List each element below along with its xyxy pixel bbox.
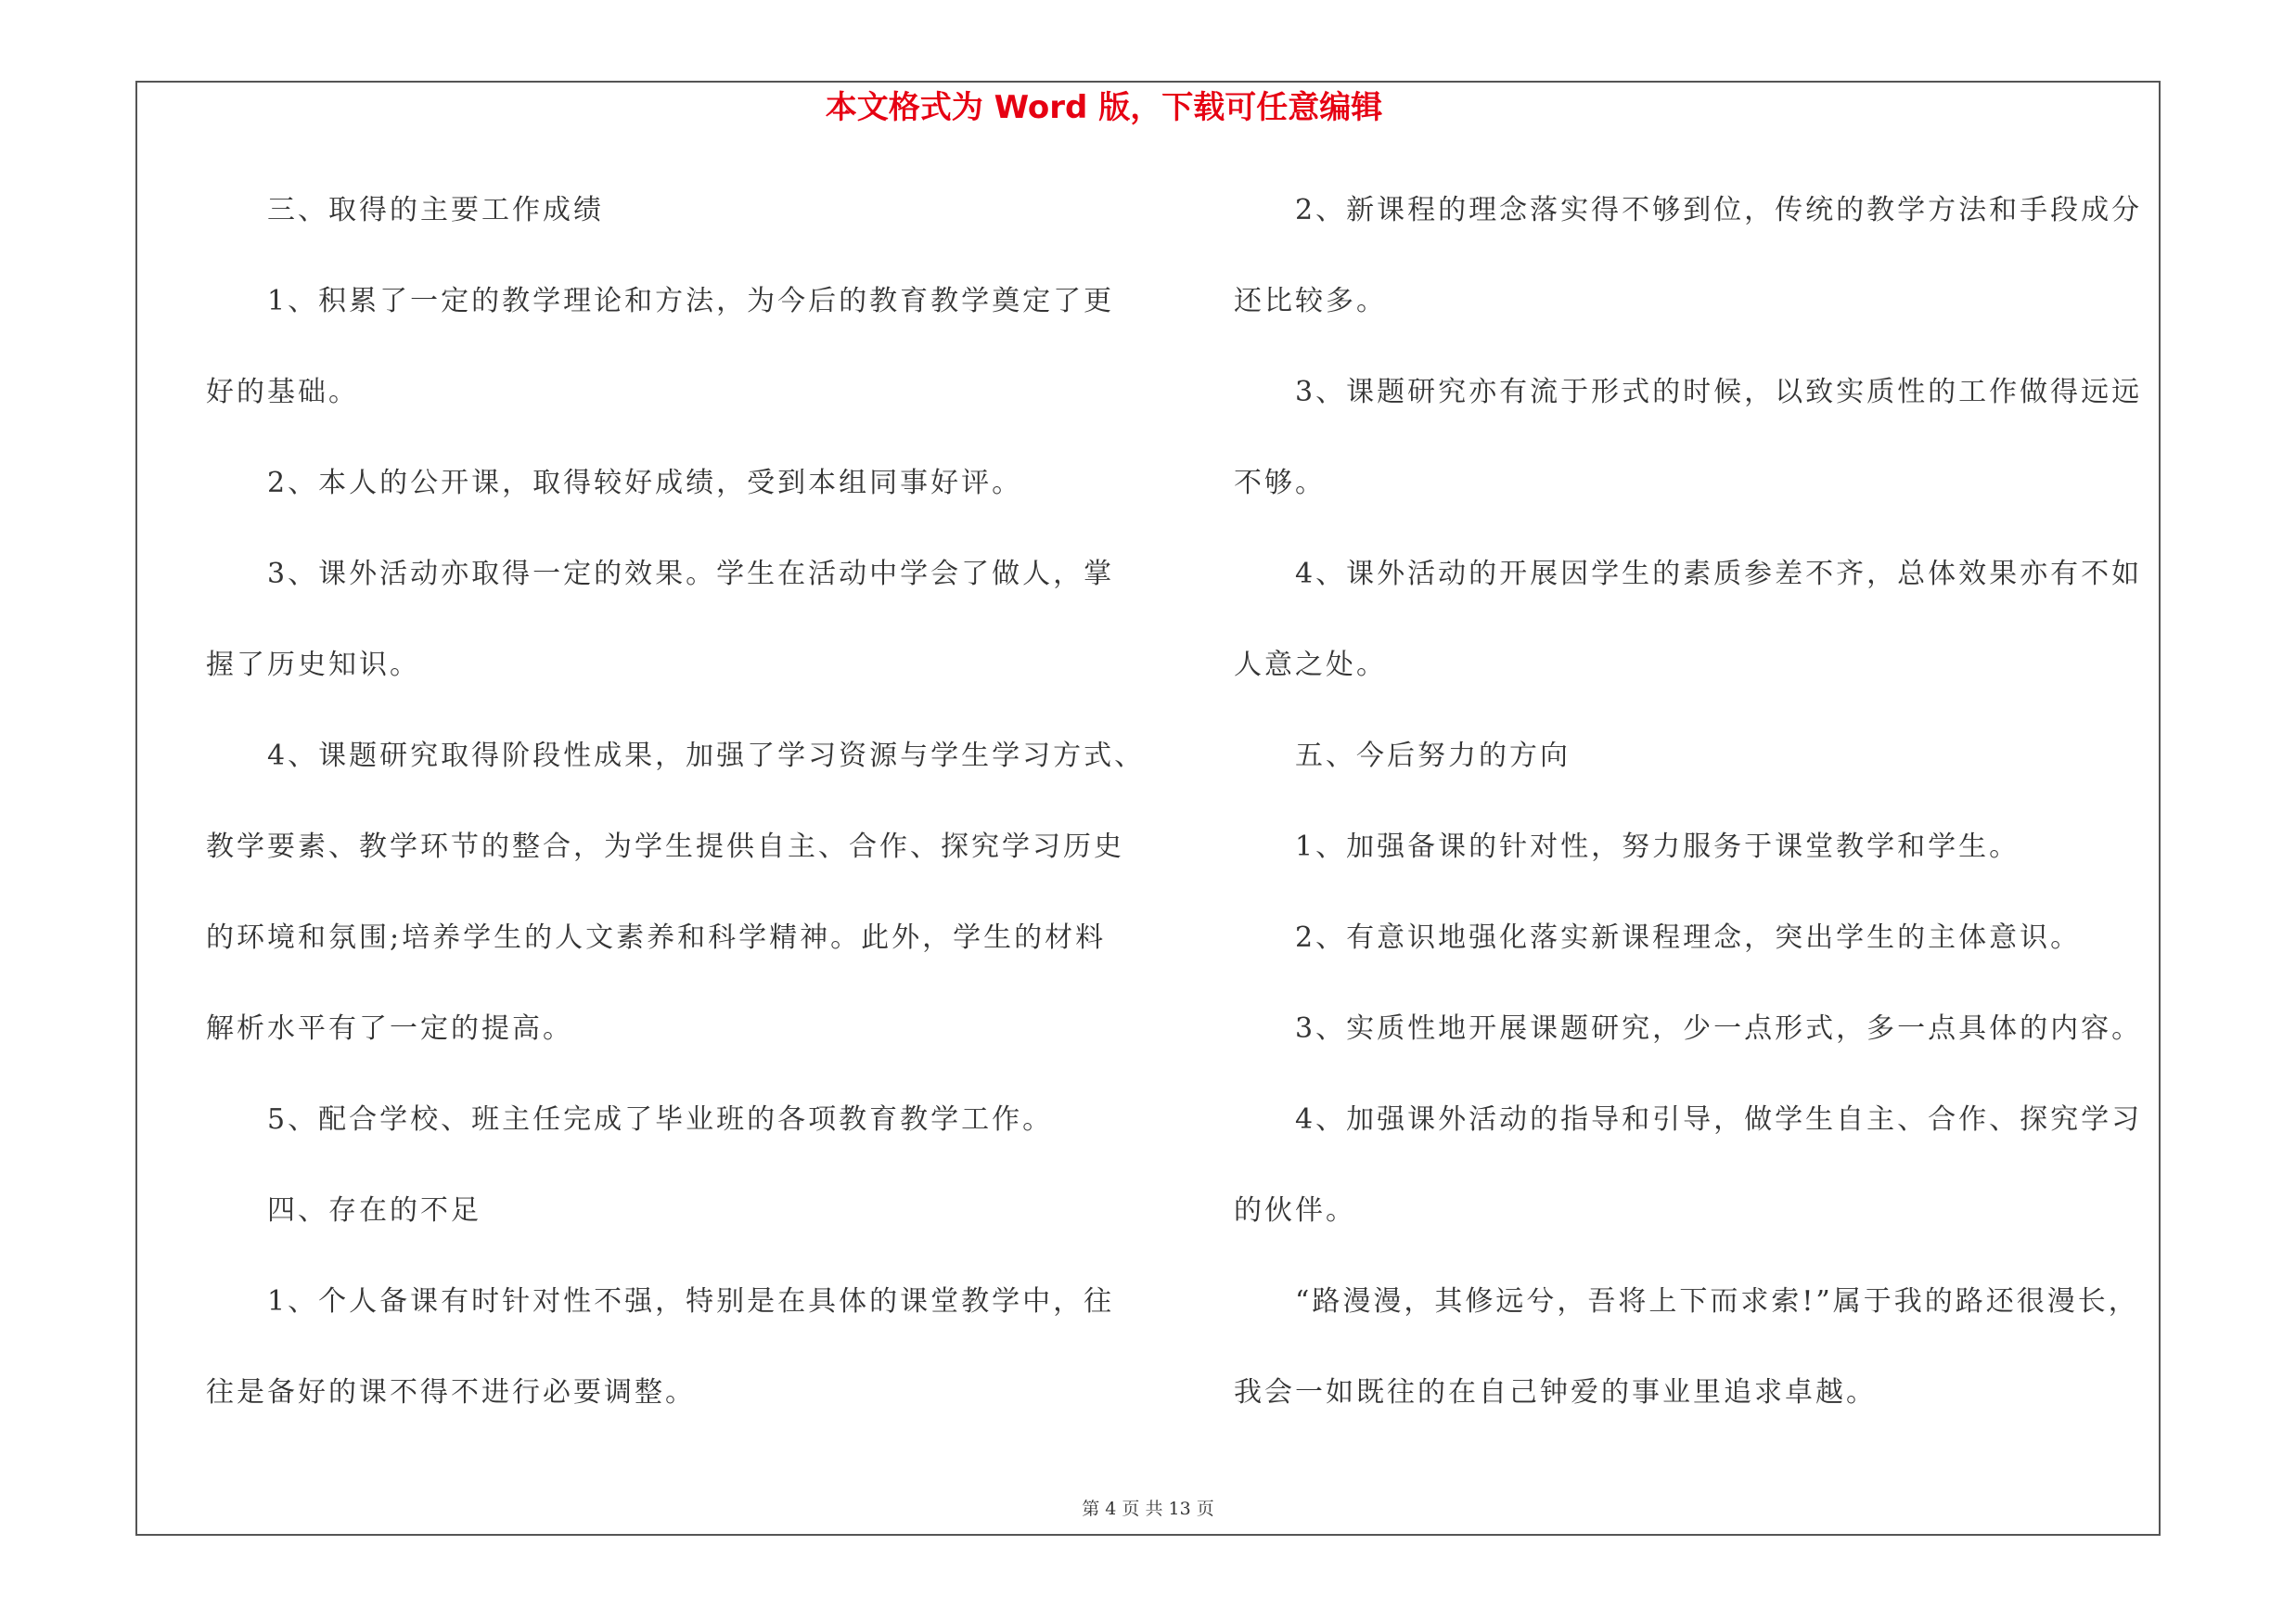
format-banner: 本文格式为 Word 版，下载可任意编辑: [825, 89, 1383, 126]
paragraph: [1234, 893, 2161, 984]
paragraph: [1234, 1256, 2161, 1438]
paragraph-line: 3、课外活动亦取得一定的效果。学生在活动中学会了做人，掌: [267, 558, 1115, 590]
paragraph-line: 四、存在的不足: [267, 1194, 481, 1227]
paragraph-line: 2、本人的公开课，取得较好成绩，受到本组同事好评。: [267, 467, 1023, 499]
paragraph: [1234, 529, 2161, 711]
paragraph-line: 三、取得的主要工作成绩: [267, 194, 604, 226]
paragraph-line: 2、新课程的理念落实得不够到位，传统的教学方法和手段成分: [1295, 194, 2143, 226]
paragraph: [1234, 1075, 2161, 1256]
paragraph: [206, 1166, 1171, 1256]
paragraph-line: 4、加强课外活动的指导和引导，做学生自主、合作、探究学习: [1295, 1103, 2143, 1136]
paragraph-line: 3、课题研究亦有流于形式的时候，以致实质性的工作做得远远: [1295, 376, 2143, 408]
left-column: [206, 165, 1171, 1438]
paragraph-line: 的伙伴。: [1234, 1194, 1356, 1227]
right-column: [1234, 165, 2161, 1438]
paragraph: [206, 711, 1171, 1075]
paragraph-line: “路漫漫，其修远兮，吾将上下而求索!”属于我的路还很漫长，: [1295, 1285, 2139, 1318]
paragraph: [1234, 711, 2161, 802]
paragraph-line: 往是备好的课不得不进行必要调整。: [206, 1376, 696, 1409]
paragraph-line: 好的基础。: [206, 376, 359, 408]
paragraph-line: 1、个人备课有时针对性不强，特别是在具体的课堂教学中，往: [267, 1285, 1115, 1318]
paragraph-line: 1、加强备课的针对性，努力服务于课堂教学和学生。: [1295, 831, 2020, 863]
paragraph-line: 的环境和氛围;培养学生的人文素养和科学精神。此外，学生的材料: [206, 921, 1107, 954]
paragraph-line: 4、课题研究取得阶段性成果，加强了学习资源与学生学习方式、: [267, 740, 1146, 772]
paragraph: [1234, 347, 2161, 529]
paragraph-line: 5、配合学校、班主任完成了毕业班的各项教育教学工作。: [267, 1103, 1054, 1136]
paragraph: [206, 1075, 1171, 1166]
paragraph-line: 人意之处。: [1234, 649, 1387, 681]
paragraph: [1234, 984, 2161, 1075]
paragraph: [206, 529, 1171, 711]
paragraph: [206, 438, 1171, 529]
paragraph: [206, 256, 1171, 438]
paragraph-line: 2、有意识地强化落实新课程理念，突出学生的主体意识。: [1295, 921, 2082, 954]
paragraph-line: 我会一如既往的在自己钟爱的事业里追求卓越。: [1234, 1376, 1877, 1409]
paragraph-line: 1、积累了一定的教学理论和方法，为今后的教育教学奠定了更: [267, 285, 1115, 317]
page-number: 第 4 页 共 13 页: [1082, 1499, 1214, 1519]
paragraph-line: 握了历史知识。: [206, 649, 420, 681]
paragraph-line: 教学要素、教学环节的整合，为学生提供自主、合作、探究学习历史: [206, 831, 1124, 863]
paragraph: [206, 165, 1171, 256]
paragraph: [1234, 165, 2161, 347]
paragraph-line: 3、实质性地开展课题研究，少一点形式，多一点具体的内容。: [1295, 1012, 2143, 1045]
paragraph-line: 五、今后努力的方向: [1295, 740, 1571, 772]
paragraph: [206, 1256, 1171, 1438]
paragraph: [1234, 802, 2161, 893]
paragraph-line: 不够。: [1234, 467, 1326, 499]
paragraph-line: 还比较多。: [1234, 285, 1387, 317]
paragraph-line: 解析水平有了一定的提高。: [206, 1012, 573, 1045]
paragraph-line: 4、课外活动的开展因学生的素质参差不齐，总体效果亦有不如: [1295, 558, 2143, 590]
